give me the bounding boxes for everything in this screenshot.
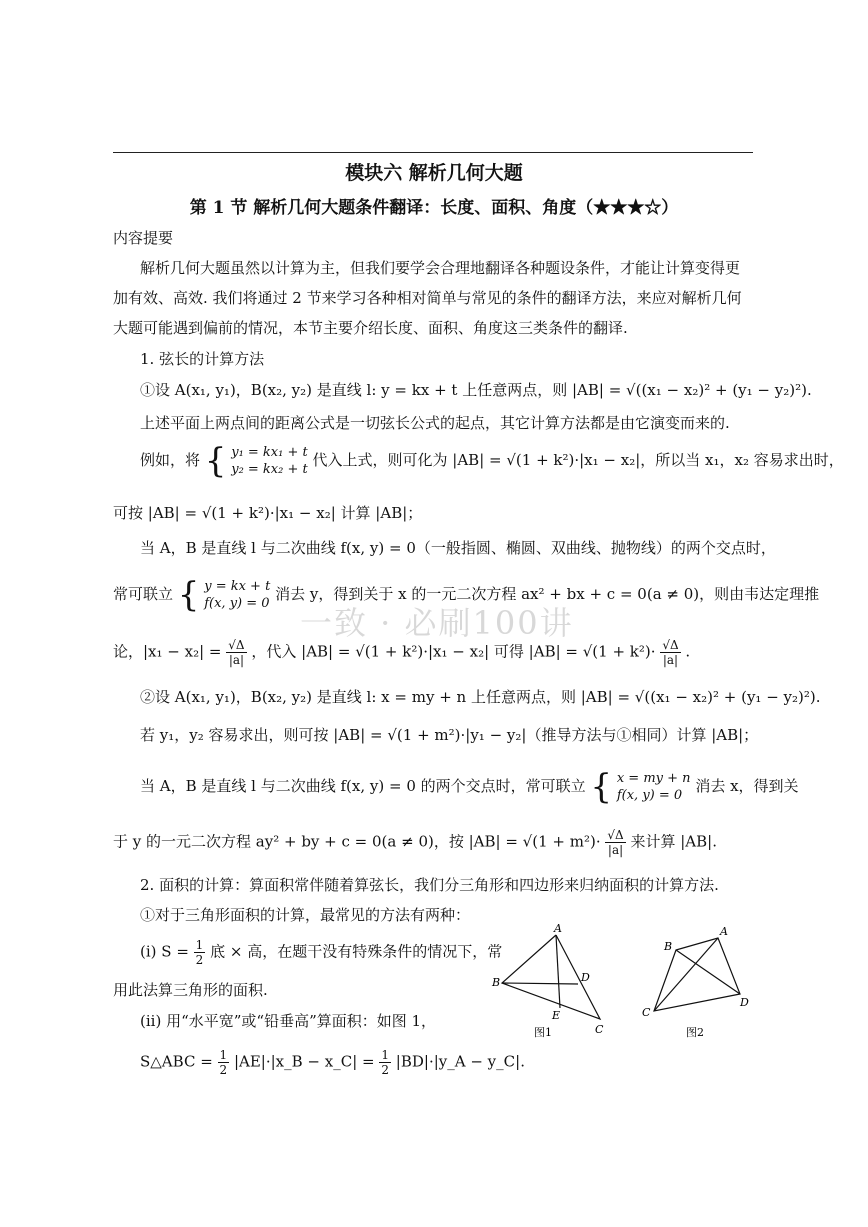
method-ii-line: (ii) 用“水平宽”或“铅垂高”算面积：如图 1， (140, 1012, 437, 1030)
item1-title: 1. 弦长的计算方法 (140, 350, 265, 368)
segment-bd (502, 983, 578, 984)
content-heading: 内容提要 (113, 229, 174, 247)
area-suffix: |BD|·|y_A − y_C|. (395, 1052, 525, 1071)
chord-formula-y: 若 y₁，y₂ 容易求出，则可按 |AB| = √(1 + m²)·|y₁ − y₂|（推导方法与①相同）计算 |AB|； (140, 726, 759, 744)
intro-line-3: 大题可能遇到偏前的情况，本节主要介绍长度、面积、角度这三类条件的翻译. (113, 319, 628, 337)
method-i-prefix: (i) S = (140, 942, 189, 961)
vieta-line (113, 638, 690, 667)
quadratic-suffix: 来计算 |AB|. (630, 832, 717, 851)
label-d: D (581, 971, 590, 984)
vieta-prefix: 论，|x₁ − x₂| = (113, 642, 222, 661)
label-a: A (720, 925, 728, 938)
fraction (379, 1048, 391, 1077)
watermark: 一致 · 必刷100讲 (300, 604, 574, 642)
figure-1-caption: 图1 (534, 1026, 552, 1039)
fraction-denominator: |a| (662, 653, 679, 667)
example-line (140, 441, 844, 481)
fraction (605, 828, 625, 857)
fraction-numerator: √Δ (662, 638, 679, 652)
intersection-suffix: 消去 x，得到关 (695, 777, 799, 795)
label-b: B (664, 940, 673, 953)
quadratic-y-line (113, 828, 717, 857)
label-e: E (552, 1009, 561, 1022)
area-prefix: S△ABC = (140, 1052, 213, 1071)
intro-line-1: 解析几何大题虽然以计算为主，但我们要学会合理地翻译各种题设条件，才能让计算变得更 (140, 259, 741, 277)
system-eq: f(x, y) = 0 (204, 596, 270, 611)
diagonal-bd (676, 950, 740, 994)
label-c: C (642, 1006, 651, 1019)
fraction (226, 638, 246, 667)
method-i-line (140, 938, 502, 967)
system-eq: y₁ = kx₁ + t (231, 445, 308, 460)
chord-formula-x: 可按 |AB| = √(1 + k²)·|x₁ − x₂| 计算 |AB|； (113, 504, 423, 522)
intersection-line-2 (140, 767, 799, 807)
chord-formula-1: ①设 A(x₁, y₁)，B(x₂, y₂) 是直线 l: y = kx + t 上任意两点，则 |AB| = √((x₁ − x₂)² + (y₁ − y₂)²). (140, 381, 812, 399)
method-i-suffix: 底 × 高，在题干没有特殊条件的情况下，常 (210, 942, 503, 961)
fraction-numerator: 1 (195, 938, 204, 952)
intersection-note: 当 A，B 是直线 l 与二次曲线 f(x, y) = 0（一般指圆、椭圆、双曲线、抛物线）的两个交点时， (140, 539, 776, 557)
module-title: 模块六 解析几何大题 (345, 162, 523, 184)
figure-2 (636, 922, 756, 1042)
area-middle: |AE|·|x_B − x_C| = (233, 1052, 375, 1071)
quadratic-prefix: 于 y 的一元二次方程 ay² + by + c = 0(a ≠ 0)，按 |AB| = √(1 + m²)· (113, 832, 601, 851)
equation-system-1 (231, 444, 308, 478)
simultaneous-suffix: 消去 y，得到关于 x 的一元二次方程 ax² + bx + c = 0(a ≠ 0)，则由韦达定理推 (275, 585, 820, 603)
top-rule (113, 152, 753, 153)
segment-ae (556, 935, 560, 1008)
equation-system-3 (617, 770, 691, 804)
simultaneous-prefix: 常可联立 (113, 585, 174, 603)
fraction-denominator: |a| (228, 653, 245, 667)
system-eq: x = my + n (616, 771, 691, 786)
figure-2-caption: 图2 (686, 1026, 704, 1039)
fraction (660, 638, 680, 667)
fraction-denominator: 2 (381, 1063, 390, 1077)
equation-system-2 (204, 578, 270, 612)
method-i-cont: 用此法算三角形的面积. (113, 981, 268, 999)
area-formula (140, 1048, 525, 1077)
label-c: C (595, 1023, 604, 1036)
intro-line-2: 加有效、高效. 我们将通过 2 节来学习各种相对简单与常见的条件的翻译方法，来应对解析几何 (113, 289, 742, 307)
brace-symbol: { (204, 441, 227, 481)
intersection-prefix: 当 A，B 是直线 l 与二次曲线 f(x, y) = 0 的两个交点时，常可联立 (140, 777, 586, 795)
chord-formula-2: ②设 A(x₁, y₁)，B(x₂, y₂) 是直线 l: x = my + n 上任意两点，则 |AB| = √((x₁ − x₂)² + (y₁ − y₂)²). (140, 688, 821, 706)
vieta-end: . (685, 642, 691, 661)
example-suffix: 代入上式，则可化为 |AB| = √(1 + k²)·|x₁ − x₂|，所以当 x₁，x₂ 容易求出时， (312, 451, 844, 469)
fraction-numerator: √Δ (228, 638, 245, 652)
item2-title: 2. 面积的计算：算面积常伴随着算弦长，我们分三角形和四边形来归纳面积的计算方法. (140, 876, 719, 894)
label-d: D (740, 996, 749, 1009)
brace-symbol: { (177, 575, 200, 615)
system-eq: f(x, y) = 0 (616, 788, 683, 803)
triangle-methods: ①对于三角形面积的计算，最常见的方法有两种： (140, 906, 471, 924)
figure-1 (488, 922, 618, 1042)
example-prefix: 例如，将 (140, 451, 201, 469)
fraction (218, 1048, 230, 1077)
fraction-numerator: 1 (219, 1048, 228, 1062)
label-b: B (492, 976, 501, 989)
label-a: A (554, 922, 562, 935)
fraction-denominator: 2 (219, 1063, 228, 1077)
fraction-numerator: √Δ (607, 828, 624, 842)
fraction-numerator: 1 (381, 1048, 390, 1062)
fraction (194, 938, 206, 967)
system-eq: y = kx + t (204, 579, 271, 594)
fraction-denominator: 2 (195, 953, 204, 967)
distance-note: 上述平面上两点间的距离公式是一切弦长公式的起点，其它计算方法都是由它演变而来的. (140, 414, 730, 432)
brace-symbol: { (590, 767, 613, 807)
vieta-middle: ，代入 |AB| = √(1 + k²)·|x₁ − x₂| 可得 |AB| = √(1 + k²)· (251, 642, 656, 661)
system-eq: y₂ = kx₂ + t (231, 462, 308, 477)
fraction-denominator: |a| (607, 843, 624, 857)
section-title: 第 1 节 解析几何大题条件翻译：长度、面积、角度（★★★☆） (189, 198, 679, 218)
